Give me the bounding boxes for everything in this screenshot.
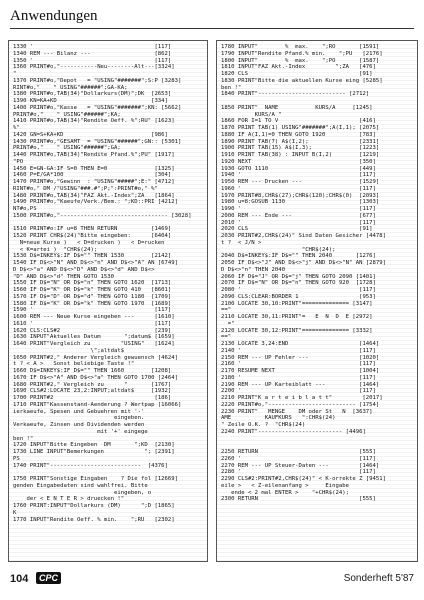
code-line: 2130 LOCATE 3,24:END [1464] (221, 341, 380, 347)
code-line: 2180 ' [117] (221, 374, 376, 381)
code-line: 1340 REM --- Bilanz --- [862] (13, 50, 172, 57)
code-line: RINT#o," DM /"USING"###.#";P;":PRINT#o," %" (13, 185, 158, 192)
listing-column-right (216, 40, 418, 562)
code-line: 1630 INPUT"Aktuelles Datum ";datum$ [1659] (13, 334, 175, 341)
code-line: "CHR$(24); (221, 246, 336, 253)
code-line: ierkaeufe, Spesen und Gebuehren mit '-' (13, 408, 145, 415)
code-line: 1740 PRINT"--------------------------- [4376] (13, 462, 168, 469)
code-line: 2200 ' [117] (221, 388, 376, 395)
page-header (10, 6, 414, 32)
code-line: 1840 PRINT"-------------------------- [2712] (221, 91, 370, 98)
code-line: 2010 ' [117] (221, 219, 376, 226)
code-line: =" (221, 320, 235, 327)
code-line: 1380 PRINT#o,TAB(34)"Dollarkurs(DM)";DK [2653] (13, 91, 172, 98)
code-line: 2080 ' [117] (221, 287, 376, 293)
code-line: 2000 REM --- Ende --- [677] (221, 212, 376, 219)
code-line: 1700 PRINT#2 [186] (13, 395, 172, 401)
code-line: 2100 LOCATE 30,10:PRINT"============== [3147] (221, 300, 373, 307)
code-line: 2290 CLS#2:PRINT#2,CHR$(24)" < K-orrekte Z [9451] (221, 476, 387, 482)
code-line: 2250 RETURN [555] (221, 449, 376, 455)
code-line: 1640 PRINT"Vergleich zu "USING" [1624] (13, 341, 175, 347)
code-line: 2050 IF D$<>"J" AND D$<>"j" AND D$<>"N" AN [2879] (221, 260, 387, 266)
code-line: 1610 ' [117] (13, 320, 172, 327)
code-line: 1780 INPUT" % max. ";RO [1591] (221, 44, 380, 50)
code-line: ==" (221, 334, 232, 341)
code-line: AME KAUFKURS ":CHR$(24) (221, 415, 336, 422)
code-line: 1900 PRINT TAB(15) A$(I,3); [1223] (221, 145, 380, 152)
code-line: 1560 IF D$="K" OR D$="k" THEN GOTO 410 [8601] (13, 287, 172, 293)
code-line: 1940 ' [117] (221, 172, 376, 179)
code-line (221, 98, 413, 105)
code-line: 1350 ' [117] (13, 57, 172, 64)
code-line: 1820 CLS [91] (221, 71, 373, 77)
code-line: N=neue Kurse ) < D=drucken ) < D=rucken (13, 239, 165, 246)
code-line: t ? < J/N > (221, 239, 262, 246)
code-line (13, 220, 203, 227)
code-line: 1600 REM --- Neue Kurse eingeben --- [1610] (13, 314, 175, 320)
code-line: 1490 PRINT#o,"Kaeufe/Verk./Bem.: ";KD::PRI [4212] (13, 199, 179, 206)
code-line: 1910 PRINT TAB(38) : INPUT B(I,2) [1219] (221, 152, 380, 158)
code-line: PS (13, 455, 20, 462)
code-line: 2300 RETURN [555] (221, 496, 376, 503)
code-line: RINT#o," " USING"######";GA-KA; (13, 84, 128, 91)
code-line: 1880 IF A(I,1)=0 THEN GOTO 1920 [783] (221, 131, 376, 138)
code-line: 2190 REM --- UP Karteiblatt --- [1464] (221, 381, 380, 388)
code-line: 1510 PRINT#o:IF u=8 THEN RETURN [1469] (13, 226, 172, 233)
code-line: 1650 PRINT#2," Anderer Vergleich gewuensch [4624] (13, 354, 179, 361)
code-line: 1530 D$=INKEY$:IF D$="" THEN 1530 [2142] (13, 253, 172, 260)
code-line: \";altdat$ (13, 347, 125, 354)
code-line: 2160 ' [117] (221, 361, 376, 368)
code-line (221, 442, 413, 449)
code-line: der < E N T E R > druecken !" (13, 496, 125, 503)
code-line: 1540 IF D$<>"N" AND D$<>"n" AND D$<>"A" AN [6749] (13, 260, 179, 266)
code-line: 1360 PRINT#o,"-----------Neu--------Alt---[3324] (13, 64, 175, 71)
code-line: %" (13, 125, 20, 131)
code-line: " (13, 71, 17, 77)
code-line: 1720 INPUT"Bitte Eingeben DM ";KD [2130] (13, 442, 175, 449)
code-line: 2090 CLS:CLEAR:BORDER 1 [953] (221, 293, 376, 300)
code-line: Verkaeufe, Zinsen und Dividenden werden (13, 422, 145, 428)
code-line: 2140 ' [117] (221, 347, 376, 354)
code-line: " Zeile O.K. ? "CHR$(24) (221, 422, 306, 428)
code-line: 1920 NEXT [350] (221, 158, 376, 165)
code-line: 1890 PRINT TAB(7) A$(I,2); [2331] (221, 138, 380, 145)
listing-column-left (8, 40, 208, 562)
code-line: 2150 REM --- UP Fehler --- [1020] (221, 354, 380, 361)
code-line: 1710 PRINT"Kassenstand-Aenderung ? Wertpap [16066] (13, 401, 182, 408)
code-line: NT#o,PS (13, 206, 37, 212)
code-line: 1850 PRINT" NAME KURS/A [1245] (221, 104, 373, 111)
code-line: PRINT#o," " USING"######";GA; (13, 145, 121, 152)
code-line: 1680 PRINT#2," Vergleich zu " [1767] (13, 381, 172, 388)
code-line: PRINT#o," " USING"######";KA; (13, 111, 121, 118)
code-line: 1810 INPUT"FAZ Akt.-Index ";ZA [476] (221, 64, 376, 71)
code-line: ben !" (13, 435, 34, 442)
code-line: < K=artei ) "CHR$(24); (13, 246, 98, 253)
code-line: 1570 IF D$="D" OR D$="d" THEN GOTO 1180 [1709] (13, 293, 172, 300)
code-line: 1930 GOTO 1110 [449] (221, 165, 376, 172)
code-line: 1760 PRINT:INPUT"Dollarkurs (DM) ";D [1865] (13, 503, 175, 509)
code-line: D D$<>"a" AND D$<>"D" AND D$<>"d" AND D$<> (13, 266, 155, 273)
code-line: 1800 INPUT" % max. ";PO [1587] (221, 57, 380, 64)
left-listing-lines (13, 44, 203, 523)
code-line: 1420 GN=S+KA+KD [986] (13, 131, 168, 138)
code-line: 1440 PRINT#o,TAB(34)"Rendite Pfand.%";PU" [1917] (13, 152, 175, 158)
code-line: 1450 E=GN-GA:IF S=0 THEN E=0 [1325] (13, 165, 175, 172)
code-line: 1830 PRINT"Bitte die aktuellen Kurse eing [5285] (221, 77, 383, 84)
code-line: 1790 INPUT"Rendite Pfand.% min. ";PU [2176] (221, 50, 383, 57)
code-line: eile > < Z-eilenanfang > Eingabe (221, 482, 349, 489)
code-line: 1500 PRINT#o,"-------------------------------- [3028] (13, 212, 192, 219)
code-line: ende < 2 mal ENTER > "+CHR$(24); (221, 489, 349, 496)
code-line: "PO (13, 158, 24, 165)
code-line: 1430 PRINT#o,"GESAMT = "USING"######";GN:: [5301] (13, 138, 182, 145)
code-line: 2170 RESUME NEXT [1004] (221, 368, 380, 374)
code-line: 1370 PRINT#o,"Depot = "USING"#######";S:P [3283] (13, 77, 182, 84)
code-line: 1620 CLS:CLS#2 [239] (13, 327, 172, 334)
code-line: 1660 D$=INKEY$:IF D$="" THEN 1660 [1208] (13, 368, 172, 374)
header-rule (10, 28, 414, 29)
code-line: 1410 PRINT#o,TAB(34)"Rendite Oeff. %";RU" [1623] (13, 118, 175, 125)
code-line: 1470 PRINT#o,"Gewinn : "USING"#####";E:" [4712] (13, 179, 175, 185)
code-line: KURS/A " (221, 111, 282, 118)
code-line: eingeben, o (13, 489, 152, 496)
code-line: 1390 KN=KA+KD [334] (13, 98, 168, 104)
code-line: genden Eingabedaten sind wahlfrei. Bitte (13, 482, 148, 489)
code-line: 1330 ' [117] (13, 44, 172, 50)
code-line: 1550 IF D$="N" OR D$="n" THEN GOTO 1620 [1713] (13, 280, 172, 287)
code-line (13, 469, 203, 476)
code-line: ben !" (221, 84, 242, 91)
code-line: 1670 IF D$<>"A" AND D$<>"a" THEN GOTO 1700 [2464] (13, 374, 179, 381)
code-line: 1400 PRINT#o,"Kasse = "USING"#######";KN: [5662] (13, 104, 182, 111)
page-number: 104 (10, 573, 29, 585)
code-line (221, 436, 413, 443)
code-line: ==" (221, 307, 232, 314)
code-line: 2230 PRINT" MENGE DM oder St N [3637] (221, 408, 373, 415)
magazine-logo: CPC (36, 572, 61, 584)
code-line: 1480 PRINT#o,TAB(34)"FAZ Akt.-Index";ZA [1864] (13, 192, 175, 199)
code-line: 1980 u=8:GOSUB 1130 [1303] (221, 199, 380, 206)
code-line: 1770 INPUT"Rendite Oeff. % min. ";RU [2302] (13, 516, 175, 523)
code-line: 1690 CLS#2:LOCATE 23,2:INPUT;altdat$ [1932] (13, 388, 172, 395)
code-line: 1520 PRINT CHR$(24)"Bitte eingeben: [6404] (13, 233, 172, 239)
code-line: 1590 ' [117] (13, 307, 172, 314)
code-line: 1460 P=E/GA*100 [304] (13, 172, 172, 179)
section-title: Anwendungen (10, 8, 98, 24)
code-line: 1860 FOR I=1 TO V [416] (221, 118, 376, 125)
code-line: 2240 PRINT"------------------------- [4496] (221, 428, 366, 435)
code-line: 1730 LINE INPUT"Bemerkungen "; [2391] (13, 449, 175, 455)
code-line: 1970 PRINT#8,CHR$(27);CHR$(120);CHR$(0) [2093] (221, 192, 380, 199)
code-line: 2270 REM --- UP Steuer-Daten --- [1464] (221, 462, 380, 469)
code-line: 2280 ' [117] (221, 469, 376, 476)
page-footer (10, 570, 414, 590)
code-line: mit '+' eingege (13, 428, 148, 435)
code-line: 1990 ' [117] (221, 206, 376, 212)
code-line: 2260 ' [117] (221, 455, 376, 462)
code-line: eingeben. (13, 415, 145, 422)
code-line: 1750 PRINT"Sonstige Eingaben ? Die fol [12669] (13, 476, 179, 482)
code-line: 2020 CLS [91] (221, 226, 373, 233)
code-line: 2040 D$=INKEY$:IF D$="" THEN 2040 [1276] (221, 253, 376, 260)
code-line: 1580 IF D$="K" OR D$="k" THEN GOTO 1970 [1689] (13, 300, 172, 307)
code-line: "D" AND D$<>"d" THEN GOTO 1530 (13, 273, 115, 280)
code-line: 2030 PRINT#2,CHR$(24)" Sind Daten Gesicher [4478] (221, 233, 387, 239)
code-line: 2110 LOCATE 30,11:PRINT"= E N D E [2972] (221, 314, 373, 320)
code-line: 2210 PRINT"K a r t e i b l a t t" [2017] (221, 395, 383, 401)
code-line: 2120 LOCATE 30,12:PRINT"============== [3332] (221, 327, 373, 334)
code-line: 1960 ' [117] (221, 185, 376, 192)
code-line: 2070 IF D$="N" OR D$="n" THEN GOTO 920 [1728] (221, 280, 376, 287)
right-listing-lines (221, 44, 413, 503)
code-line: D D$<>"n" THEN 2040 (221, 266, 285, 273)
code-line: 2060 IF D$="J" OR D$="j" THEN GOTO 2090 [1401] (221, 273, 376, 280)
code-line: 1950 REM --- Drucken --- [1529] (221, 179, 380, 185)
code-line: 2220 PRINT#o,"-------------------------- [1754] (221, 401, 380, 408)
issue-label: Sonderheft 5'87 (343, 573, 414, 584)
code-line: t ? < A > Sonst beliebige Taste !" (13, 361, 135, 368)
code-line: K (13, 509, 17, 516)
code-line: 1870 PRINT TAB(1) USING"#######";A(I,1); [2075] (221, 125, 380, 131)
